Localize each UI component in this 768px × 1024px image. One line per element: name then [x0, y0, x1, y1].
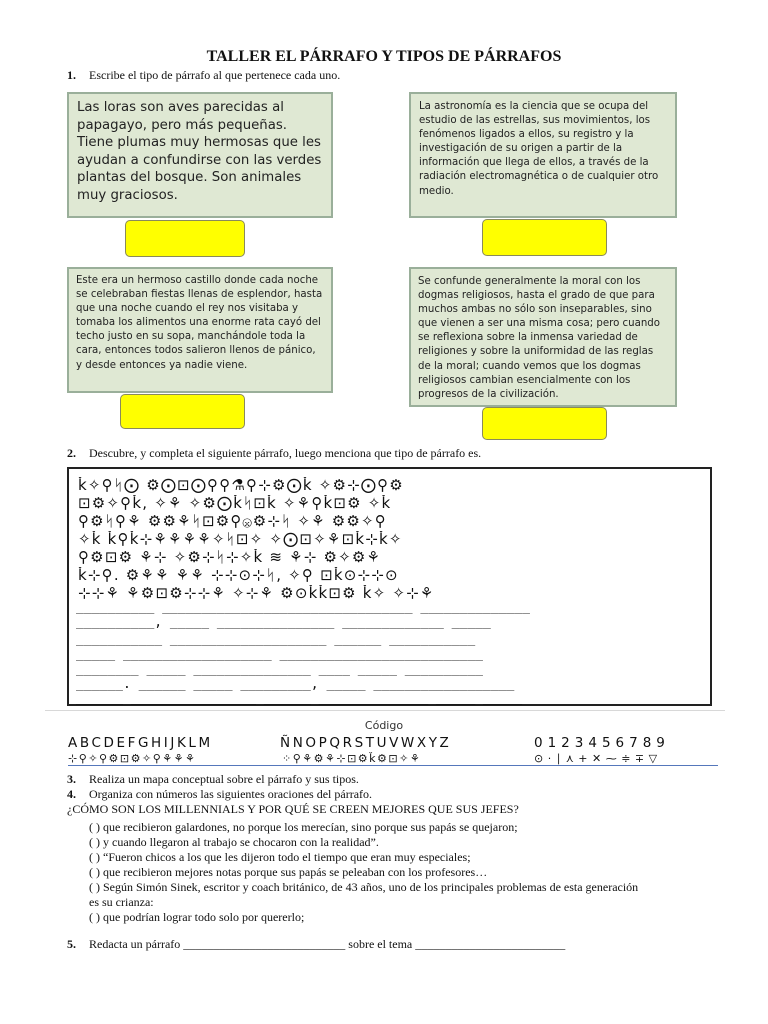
paragraph-box-4: Se confunde generalmente la moral con los dogmas religiosos, hasta el grado de que para muchos ambas no sólo son inseparables, sino que vienen a ser una misma cosa; pero cuando se reflexiona sobre la inmensa variedad de religiones y sobre la uniformidad de las reglas de la moral; cuando vemos que los dogmas religiosos cambian esencialmente con los progresos de la civilización. — [409, 267, 677, 407]
list-item: ( ) “Fueron chicos a los que les dijeron todo el tiempo que eran muy especiales; — [89, 850, 471, 864]
list-item: ( ) que podrían lograr todo solo por quererlo; — [89, 910, 305, 924]
answer-box-4[interactable] — [482, 407, 607, 440]
answer-line[interactable]: __________ ________________________________ ______________ — [76, 601, 530, 614]
cipher-line: ⚲⚙ᛋ⚲⚘ ⚙⚙⚘ᛋ⊡⚙⚲ⓧ⚙⊹ᛋ ✧⚘ ⚙⚙✧⚲ — [78, 513, 387, 529]
question-number: 2. — [67, 446, 76, 460]
question-text: Descubre, y completa el siguiente párrafo, luego menciona que tipo de párrafo es. — [89, 446, 482, 460]
question-2 — [67, 446, 481, 460]
divider — [68, 765, 718, 766]
paragraph-box-2: La astronomía es la ciencia que se ocupa del estudio de las estrellas, sus movimientos, los fenómenos ligados a ellos, su registro y la investigación de su origen a partir de la información que llega de ellos, a través de la radiación electromagnética o de cualquier otro medio. — [409, 92, 677, 218]
cipher-box — [67, 467, 712, 706]
answer-line[interactable]: ______. ______ _____ _________, _____ __________________ — [76, 678, 515, 691]
cipher-line: ⊹⊹⚘ ⚘⚙⊡⚙⊹⊹⚘ ✧⊹⚘ ⚙⊙ǩǩ⊡⚙ ǩ✧ ✧⊹⚘ — [78, 585, 435, 601]
code-symbols-2: ⁘⚲⚘⚙⚘⊹⊡⚙ǩ⚙⊡✧⚘ — [282, 752, 422, 765]
cipher-line: ⊡⚙✧⚲ǩ, ✧⚘ ✧⚙⨀ǩᛋ⊡ǩ ✧⚘⚲ǩ⊡⚙ ✧ǩ — [78, 495, 392, 511]
code-title: Código — [364, 719, 404, 732]
sentence-list — [89, 820, 638, 925]
answer-line[interactable]: __________, _____ _______________ _____________ _____ — [76, 616, 491, 629]
cipher-line: ǩ⊹⚲. ⚙⚘⚘ ⚘⚘ ⊹⊹⊙⊹ᛋ, ✧⚲ ⊡ǩ⊙⊹⊹⊙ — [78, 567, 399, 583]
question-4 — [67, 787, 372, 801]
question-text: Realiza un mapa conceptual sobre el párrafo y sus tipos. — [89, 772, 359, 786]
question-4-heading: ¿CÓMO SON LOS MILLENNIALS Y POR QUÉ SE CREEN MEJORES QUE SUS JEFES? — [67, 802, 519, 816]
question-number: 1. — [67, 68, 76, 82]
question-number: 3. — [67, 772, 76, 786]
list-item: ( ) que recibieron galardones, no porque los merecían, sino porque sus papás se quejaron; — [89, 820, 518, 834]
list-item: ( ) Según Simón Sinek, escritor y coach británico, de 43 años, uno de los principales problemas de esta generación — [89, 880, 639, 894]
question-text: Redacta un párrafo ___________________________ sobre el tema _________________________ — [89, 937, 566, 951]
code-digits: 0123456789 — [534, 735, 670, 751]
code-letters-1: ABCDEFGHIJKLM — [68, 735, 213, 751]
code-symbols-1: ⊹⚲✧⚲⚙⊡⚙✧⚲⚘⚘⚘ — [68, 752, 197, 765]
answer-line[interactable]: _____ ___________________ __________________________ — [76, 648, 483, 661]
question-3 — [67, 772, 359, 786]
code-symbols-3: ⊙·∣⋏+✕⁓≑∓▽ — [534, 752, 662, 765]
list-item: es su crianza: — [89, 895, 154, 909]
answer-box-2[interactable] — [482, 219, 607, 256]
question-number: 5. — [67, 937, 76, 951]
paragraph-box-1: Las loras son aves parecidas al papagayo, pero más pequeñas. Tiene plumas muy hermosas que les ayudan a confundirse con las verdes plantas del bosque. Son animales muy graciosos. — [67, 92, 333, 218]
code-letters-2: ÑNOPQRSTUVWXYZ — [280, 735, 452, 751]
answer-box-1[interactable] — [125, 220, 245, 257]
question-text: Organiza con números las siguientes oraciones del párrafo. — [89, 787, 373, 801]
cipher-line: ⚲⚙⊡⚙ ⚘⊹ ✧⚙⊹ᛋ⊹✧ǩ ≋ ⚘⊹ ⚙✧⚙⚘ — [78, 549, 382, 565]
list-item: ( ) y cuando llegaron al trabajo se chocaron con la realidad”. — [89, 835, 379, 849]
question-number: 4. — [67, 787, 76, 801]
page-title: TALLER EL PÁRRAFO Y TIPOS DE PÁRRAFOS — [206, 48, 562, 65]
cipher-line: ✧ǩ ǩ⚲ǩ⊹⚘⚘⚘⚘✧ᛋ⊡✧ ✧⨀⊡✧⚘⊡ǩ⊹ǩ✧ — [78, 531, 403, 547]
question-text: Escribe el tipo de párrafo al que pertenece cada uno. — [89, 68, 341, 82]
question-5 — [67, 937, 565, 951]
paragraph-box-3: Este era un hermoso castillo donde cada noche se celebraban fiestas llenas de esplendor, hasta que una noche cuando el rey nos visitaba y tomaba los alimentos una enorme rata cayó del techo justo en su sopa, manchándole toda la cara, entonces todos salieron llenos de pánico, y desde entonces ya nadie viene. — [67, 267, 333, 393]
answer-line[interactable]: ______ ________________ ______ ______________ _____ _____ — [76, 692, 523, 705]
question-1 — [67, 68, 340, 82]
list-item: ( ) que recibieron mejores notas porque sus papás se peleaban con los profesores… — [89, 865, 488, 879]
cipher-line: ǩ✧⚲ᛋ⨀ ⚙⨀⊡⨀⚲⚲⚗⚲⊹⚙⨀ǩ ✧⚙⊹⨀⚲⚙ — [78, 477, 404, 493]
answer-line[interactable]: ___________ ____________________ ______ ___________ — [76, 633, 476, 646]
answer-box-3[interactable] — [120, 394, 245, 429]
divider — [45, 710, 725, 711]
answer-line[interactable]: ________ _____ _______________ ____ _____ __________ — [76, 663, 483, 676]
